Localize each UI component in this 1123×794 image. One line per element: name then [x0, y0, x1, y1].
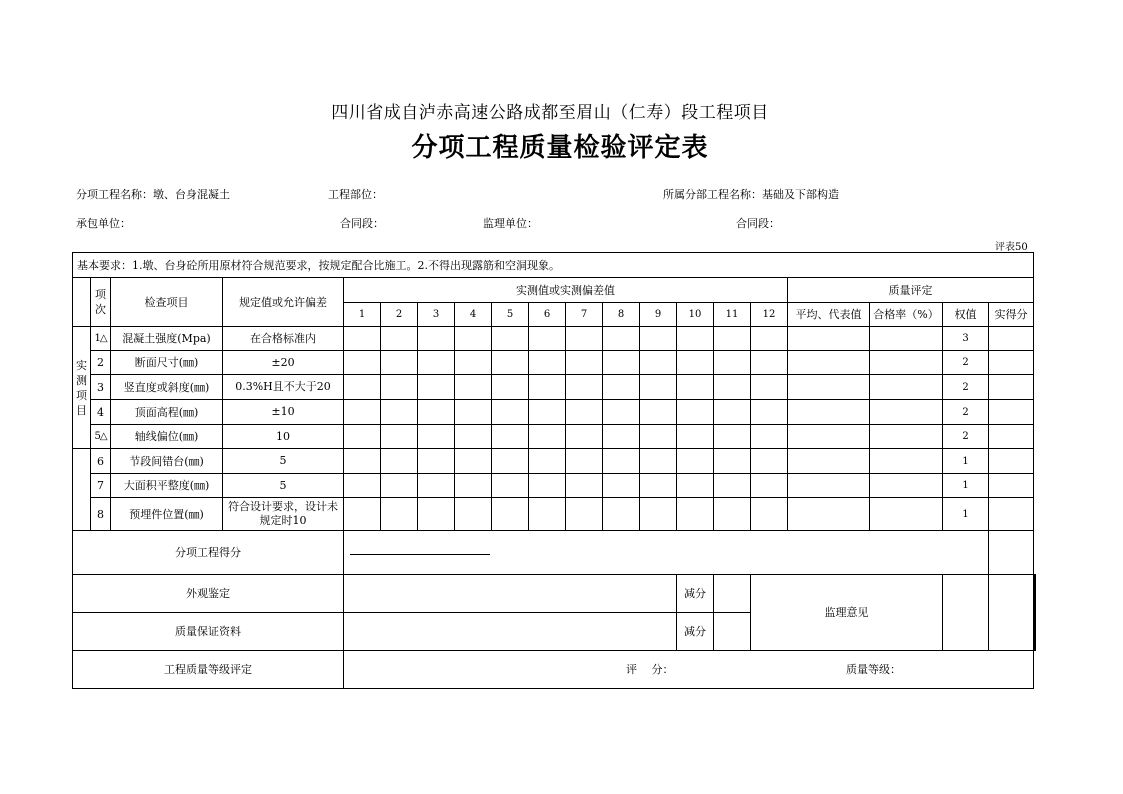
measured-cell[interactable]	[677, 375, 714, 400]
measured-cell[interactable]	[455, 474, 492, 498]
contract-section-field: 合同段：	[340, 217, 384, 230]
pass-rate-cell[interactable]	[870, 449, 943, 474]
appearance-value	[344, 575, 677, 613]
measured-cell[interactable]	[418, 327, 455, 351]
measured-cell[interactable]	[751, 351, 788, 375]
measured-cell[interactable]	[492, 425, 529, 449]
measured-cell[interactable]	[714, 375, 751, 400]
division-field: 所属分部工程名称：基础及下部构造	[663, 188, 839, 201]
row-weight: 1	[943, 498, 989, 531]
row-number: 4	[91, 400, 111, 425]
row-spec: 符合设计要求，设计未规定时10	[223, 498, 344, 531]
section-label-char: 项	[76, 388, 87, 402]
measured-cell[interactable]	[603, 400, 640, 425]
score-cell[interactable]	[989, 498, 1034, 531]
col-num-10: 10	[677, 303, 714, 327]
row-spec: 5	[223, 474, 344, 498]
row-weight: 2	[943, 375, 989, 400]
measured-cell[interactable]	[677, 425, 714, 449]
supervision-cell-4	[1035, 575, 1036, 651]
avg-cell[interactable]	[788, 425, 870, 449]
measured-cell[interactable]	[418, 400, 455, 425]
table-row	[73, 400, 1036, 425]
row-spec: ±20	[223, 351, 344, 375]
evaluate-score-label: 评 分：	[626, 663, 674, 676]
score-cell[interactable]	[989, 327, 1034, 351]
row-number: 1△	[91, 327, 111, 351]
measured-cell[interactable]	[492, 449, 529, 474]
measured-cell[interactable]	[751, 425, 788, 449]
row-number: 7	[91, 474, 111, 498]
section-label-char: 实	[76, 358, 87, 372]
section-label-blank	[73, 449, 91, 531]
row-spec: ±10	[223, 400, 344, 425]
score-cell[interactable]	[989, 351, 1034, 375]
deduct-value-1	[714, 575, 751, 613]
measured-cell[interactable]	[455, 327, 492, 351]
measured-cell[interactable]	[566, 327, 603, 351]
table-row	[73, 449, 1036, 474]
measured-cell[interactable]	[677, 474, 714, 498]
row-number: 8	[91, 498, 111, 531]
measured-cell[interactable]	[344, 375, 381, 400]
subitem-score-label: 分项工程得分	[73, 531, 344, 575]
pass-rate-cell[interactable]	[870, 327, 943, 351]
col-header-weight: 权值	[943, 303, 989, 327]
measured-cell[interactable]	[566, 449, 603, 474]
deduct-label-1: 减分	[677, 575, 714, 613]
measured-cell[interactable]	[492, 498, 529, 531]
location-field: 工程部位：	[328, 188, 383, 201]
row-spec: 10	[223, 425, 344, 449]
row-weight: 3	[943, 327, 989, 351]
measured-cell[interactable]	[455, 375, 492, 400]
measured-cell[interactable]	[714, 327, 751, 351]
measured-cell[interactable]	[751, 474, 788, 498]
measured-cell[interactable]	[714, 498, 751, 531]
measured-cell[interactable]	[492, 327, 529, 351]
col-num-6: 6	[529, 303, 566, 327]
measured-cell[interactable]	[529, 327, 566, 351]
measured-cell[interactable]	[603, 474, 640, 498]
quality-docs-value	[344, 613, 677, 651]
measured-cell[interactable]	[566, 375, 603, 400]
row-number: 5△	[91, 425, 111, 449]
row-weight: 2	[943, 351, 989, 375]
section-label-char: 目	[76, 403, 87, 417]
score-cell[interactable]	[989, 474, 1034, 498]
measured-cell[interactable]	[714, 351, 751, 375]
supervisor-field: 监理单位：	[483, 217, 538, 230]
table-row	[73, 375, 1036, 400]
measured-cell[interactable]	[529, 498, 566, 531]
measured-cell[interactable]	[492, 375, 529, 400]
row-check-item: 预埋件位置(㎜)	[111, 498, 223, 531]
document-title: 分项工程质量检验评定表	[411, 133, 709, 163]
measured-cell[interactable]	[455, 498, 492, 531]
row-weight: 1	[943, 449, 989, 474]
section-label-char: 测	[76, 373, 87, 387]
measured-cell[interactable]	[418, 498, 455, 531]
row-check-item: 节段间错台(㎜)	[111, 449, 223, 474]
measured-cell[interactable]	[566, 498, 603, 531]
measured-cell[interactable]	[529, 351, 566, 375]
measured-cell[interactable]	[603, 375, 640, 400]
quality-level-label: 质量等级：	[846, 663, 901, 676]
supervision-cell-2	[989, 575, 1034, 651]
deduct-value-2	[714, 613, 751, 651]
col-num-9: 9	[640, 303, 677, 327]
measured-cell[interactable]	[529, 375, 566, 400]
row-spec: 0.3%H且不大于20	[223, 375, 344, 400]
deduct-label-2: 减分	[677, 613, 714, 651]
measured-cell[interactable]	[381, 449, 418, 474]
measured-cell[interactable]	[603, 351, 640, 375]
measured-cell[interactable]	[529, 425, 566, 449]
measured-cell[interactable]	[344, 351, 381, 375]
score-cell[interactable]	[989, 425, 1034, 449]
measured-cell[interactable]	[344, 327, 381, 351]
measured-cell[interactable]	[381, 351, 418, 375]
measured-cell[interactable]	[418, 449, 455, 474]
row-check-item: 轴线偏位(㎜)	[111, 425, 223, 449]
blank-corner	[73, 278, 91, 327]
pass-rate-cell[interactable]	[870, 400, 943, 425]
contractor-field: 承包单位：	[76, 217, 131, 230]
grade-value-cell	[344, 651, 1034, 689]
col-header-avg: 平均、代表值	[788, 303, 870, 327]
avg-cell[interactable]	[788, 327, 870, 351]
measured-cell[interactable]	[492, 400, 529, 425]
measured-cell[interactable]	[492, 474, 529, 498]
row-check-item: 竖直度或斜度(㎜)	[111, 375, 223, 400]
measured-cell[interactable]	[455, 400, 492, 425]
supervision-label: 监理意见	[751, 575, 943, 651]
measured-cell[interactable]	[751, 375, 788, 400]
measured-cell[interactable]	[603, 498, 640, 531]
measured-cell[interactable]	[455, 425, 492, 449]
contract-section-field-2: 合同段：	[736, 217, 780, 230]
measured-cell[interactable]	[566, 474, 603, 498]
pass-rate-cell[interactable]	[870, 474, 943, 498]
supervision-cell-1	[943, 575, 989, 651]
measured-cell[interactable]	[529, 400, 566, 425]
measured-cell[interactable]	[455, 449, 492, 474]
measured-cell[interactable]	[381, 498, 418, 531]
measured-cell[interactable]	[603, 449, 640, 474]
quality-docs-label: 质量保证资料	[73, 613, 344, 651]
col-header-spec: 规定值或允许偏差	[223, 278, 344, 327]
basic-requirements: 基本要求：1.墩、台身砼所用原材符合规范要求，按规定配合比施工。2.不得出现露筋和空洞现象。	[73, 253, 1034, 278]
row-check-item: 混凝土强度(Mpa)	[111, 327, 223, 351]
measured-cell[interactable]	[566, 400, 603, 425]
measured-cell[interactable]	[714, 449, 751, 474]
measured-cell[interactable]	[640, 449, 677, 474]
col-num-8: 8	[603, 303, 640, 327]
measured-cell[interactable]	[751, 327, 788, 351]
col-num-3: 3	[418, 303, 455, 327]
form-number: 评表50	[995, 242, 1028, 253]
measured-cell[interactable]	[529, 474, 566, 498]
measured-cell[interactable]	[714, 474, 751, 498]
row-weight: 1	[943, 474, 989, 498]
pass-rate-cell[interactable]	[870, 425, 943, 449]
row-number: 6	[91, 449, 111, 474]
row-weight: 2	[943, 425, 989, 449]
measured-cell[interactable]	[418, 425, 455, 449]
pass-rate-cell[interactable]	[870, 498, 943, 531]
document-subtitle: 四川省成自泸赤高速公路成都至眉山（仁寿）段工程项目	[331, 103, 769, 123]
col-header-check-item: 检查项目	[111, 278, 223, 327]
avg-cell[interactable]	[788, 351, 870, 375]
item-name-field: 分项工程名称：墩、台身混凝土	[76, 188, 230, 201]
measured-cell[interactable]	[566, 351, 603, 375]
avg-cell[interactable]	[788, 498, 870, 531]
table-row	[73, 498, 1036, 531]
row-number: 2	[91, 351, 111, 375]
avg-cell[interactable]	[788, 400, 870, 425]
measured-cell[interactable]	[344, 400, 381, 425]
subitem-score-cell	[989, 531, 1034, 575]
measured-cell[interactable]	[381, 425, 418, 449]
measured-cell[interactable]	[344, 498, 381, 531]
table-row	[73, 351, 1036, 375]
row-check-item: 顶面高程(㎜)	[111, 400, 223, 425]
measured-cell[interactable]	[640, 375, 677, 400]
score-cell[interactable]	[989, 400, 1034, 425]
measured-cell[interactable]	[603, 327, 640, 351]
measured-cell[interactable]	[640, 400, 677, 425]
measured-cell[interactable]	[640, 327, 677, 351]
measured-cell[interactable]	[677, 400, 714, 425]
measured-cell[interactable]	[677, 351, 714, 375]
measured-cell[interactable]	[714, 425, 751, 449]
measured-cell[interactable]	[640, 474, 677, 498]
col-num-11: 11	[714, 303, 751, 327]
col-header-score: 实得分	[989, 303, 1034, 327]
row-check-item: 断面尺寸(㎜)	[111, 351, 223, 375]
measured-cell[interactable]	[566, 425, 603, 449]
row-spec: 在合格标准内	[223, 327, 344, 351]
measured-cell[interactable]	[418, 351, 455, 375]
col-num-1: 1	[344, 303, 381, 327]
inspection-table	[72, 252, 1036, 689]
avg-cell[interactable]	[788, 375, 870, 400]
measured-cell[interactable]	[418, 474, 455, 498]
score-cell[interactable]	[989, 375, 1034, 400]
avg-cell[interactable]	[788, 449, 870, 474]
col-num-12: 12	[751, 303, 788, 327]
measured-cell[interactable]	[381, 400, 418, 425]
score-underline	[350, 554, 490, 555]
measured-cell[interactable]	[603, 425, 640, 449]
measured-cell[interactable]	[751, 498, 788, 531]
measured-cell[interactable]	[529, 449, 566, 474]
measured-cell[interactable]	[751, 400, 788, 425]
col-header-item-no: 项次	[91, 278, 111, 327]
measured-cell[interactable]	[455, 351, 492, 375]
grade-label: 工程质量等级评定	[73, 651, 344, 689]
measured-cell[interactable]	[640, 498, 677, 531]
measured-cell[interactable]	[640, 351, 677, 375]
measured-cell[interactable]	[677, 498, 714, 531]
table-row	[73, 474, 1036, 498]
avg-cell[interactable]	[788, 474, 870, 498]
row-weight: 2	[943, 400, 989, 425]
measured-cell[interactable]	[640, 425, 677, 449]
pass-rate-cell[interactable]	[870, 375, 943, 400]
col-header-pass-rate: 合格率（%）	[870, 303, 943, 327]
row-check-item: 大面积平整度(㎜)	[111, 474, 223, 498]
col-header-quality: 质量评定	[788, 278, 1034, 303]
col-num-2: 2	[381, 303, 418, 327]
subitem-score-value	[344, 531, 989, 575]
pass-rate-cell[interactable]	[870, 351, 943, 375]
measured-cell[interactable]	[677, 449, 714, 474]
measured-cell[interactable]	[381, 474, 418, 498]
measured-cell[interactable]	[381, 375, 418, 400]
measured-cell[interactable]	[751, 449, 788, 474]
col-num-5: 5	[492, 303, 529, 327]
table-row	[73, 425, 1036, 449]
col-header-measured: 实测值或实测偏差值	[344, 278, 788, 303]
table-row	[73, 327, 1036, 351]
row-spec: 5	[223, 449, 344, 474]
measured-cell[interactable]	[492, 351, 529, 375]
measured-cell[interactable]	[344, 474, 381, 498]
col-num-7: 7	[566, 303, 603, 327]
measured-cell[interactable]	[381, 327, 418, 351]
measured-cell[interactable]	[677, 327, 714, 351]
row-number: 3	[91, 375, 111, 400]
col-num-4: 4	[455, 303, 492, 327]
measured-cell[interactable]	[344, 449, 381, 474]
appearance-label: 外观鉴定	[73, 575, 344, 613]
score-cell[interactable]	[989, 449, 1034, 474]
measured-cell[interactable]	[714, 400, 751, 425]
measured-cell[interactable]	[344, 425, 381, 449]
section-label-measured	[73, 327, 91, 449]
measured-cell[interactable]	[418, 375, 455, 400]
